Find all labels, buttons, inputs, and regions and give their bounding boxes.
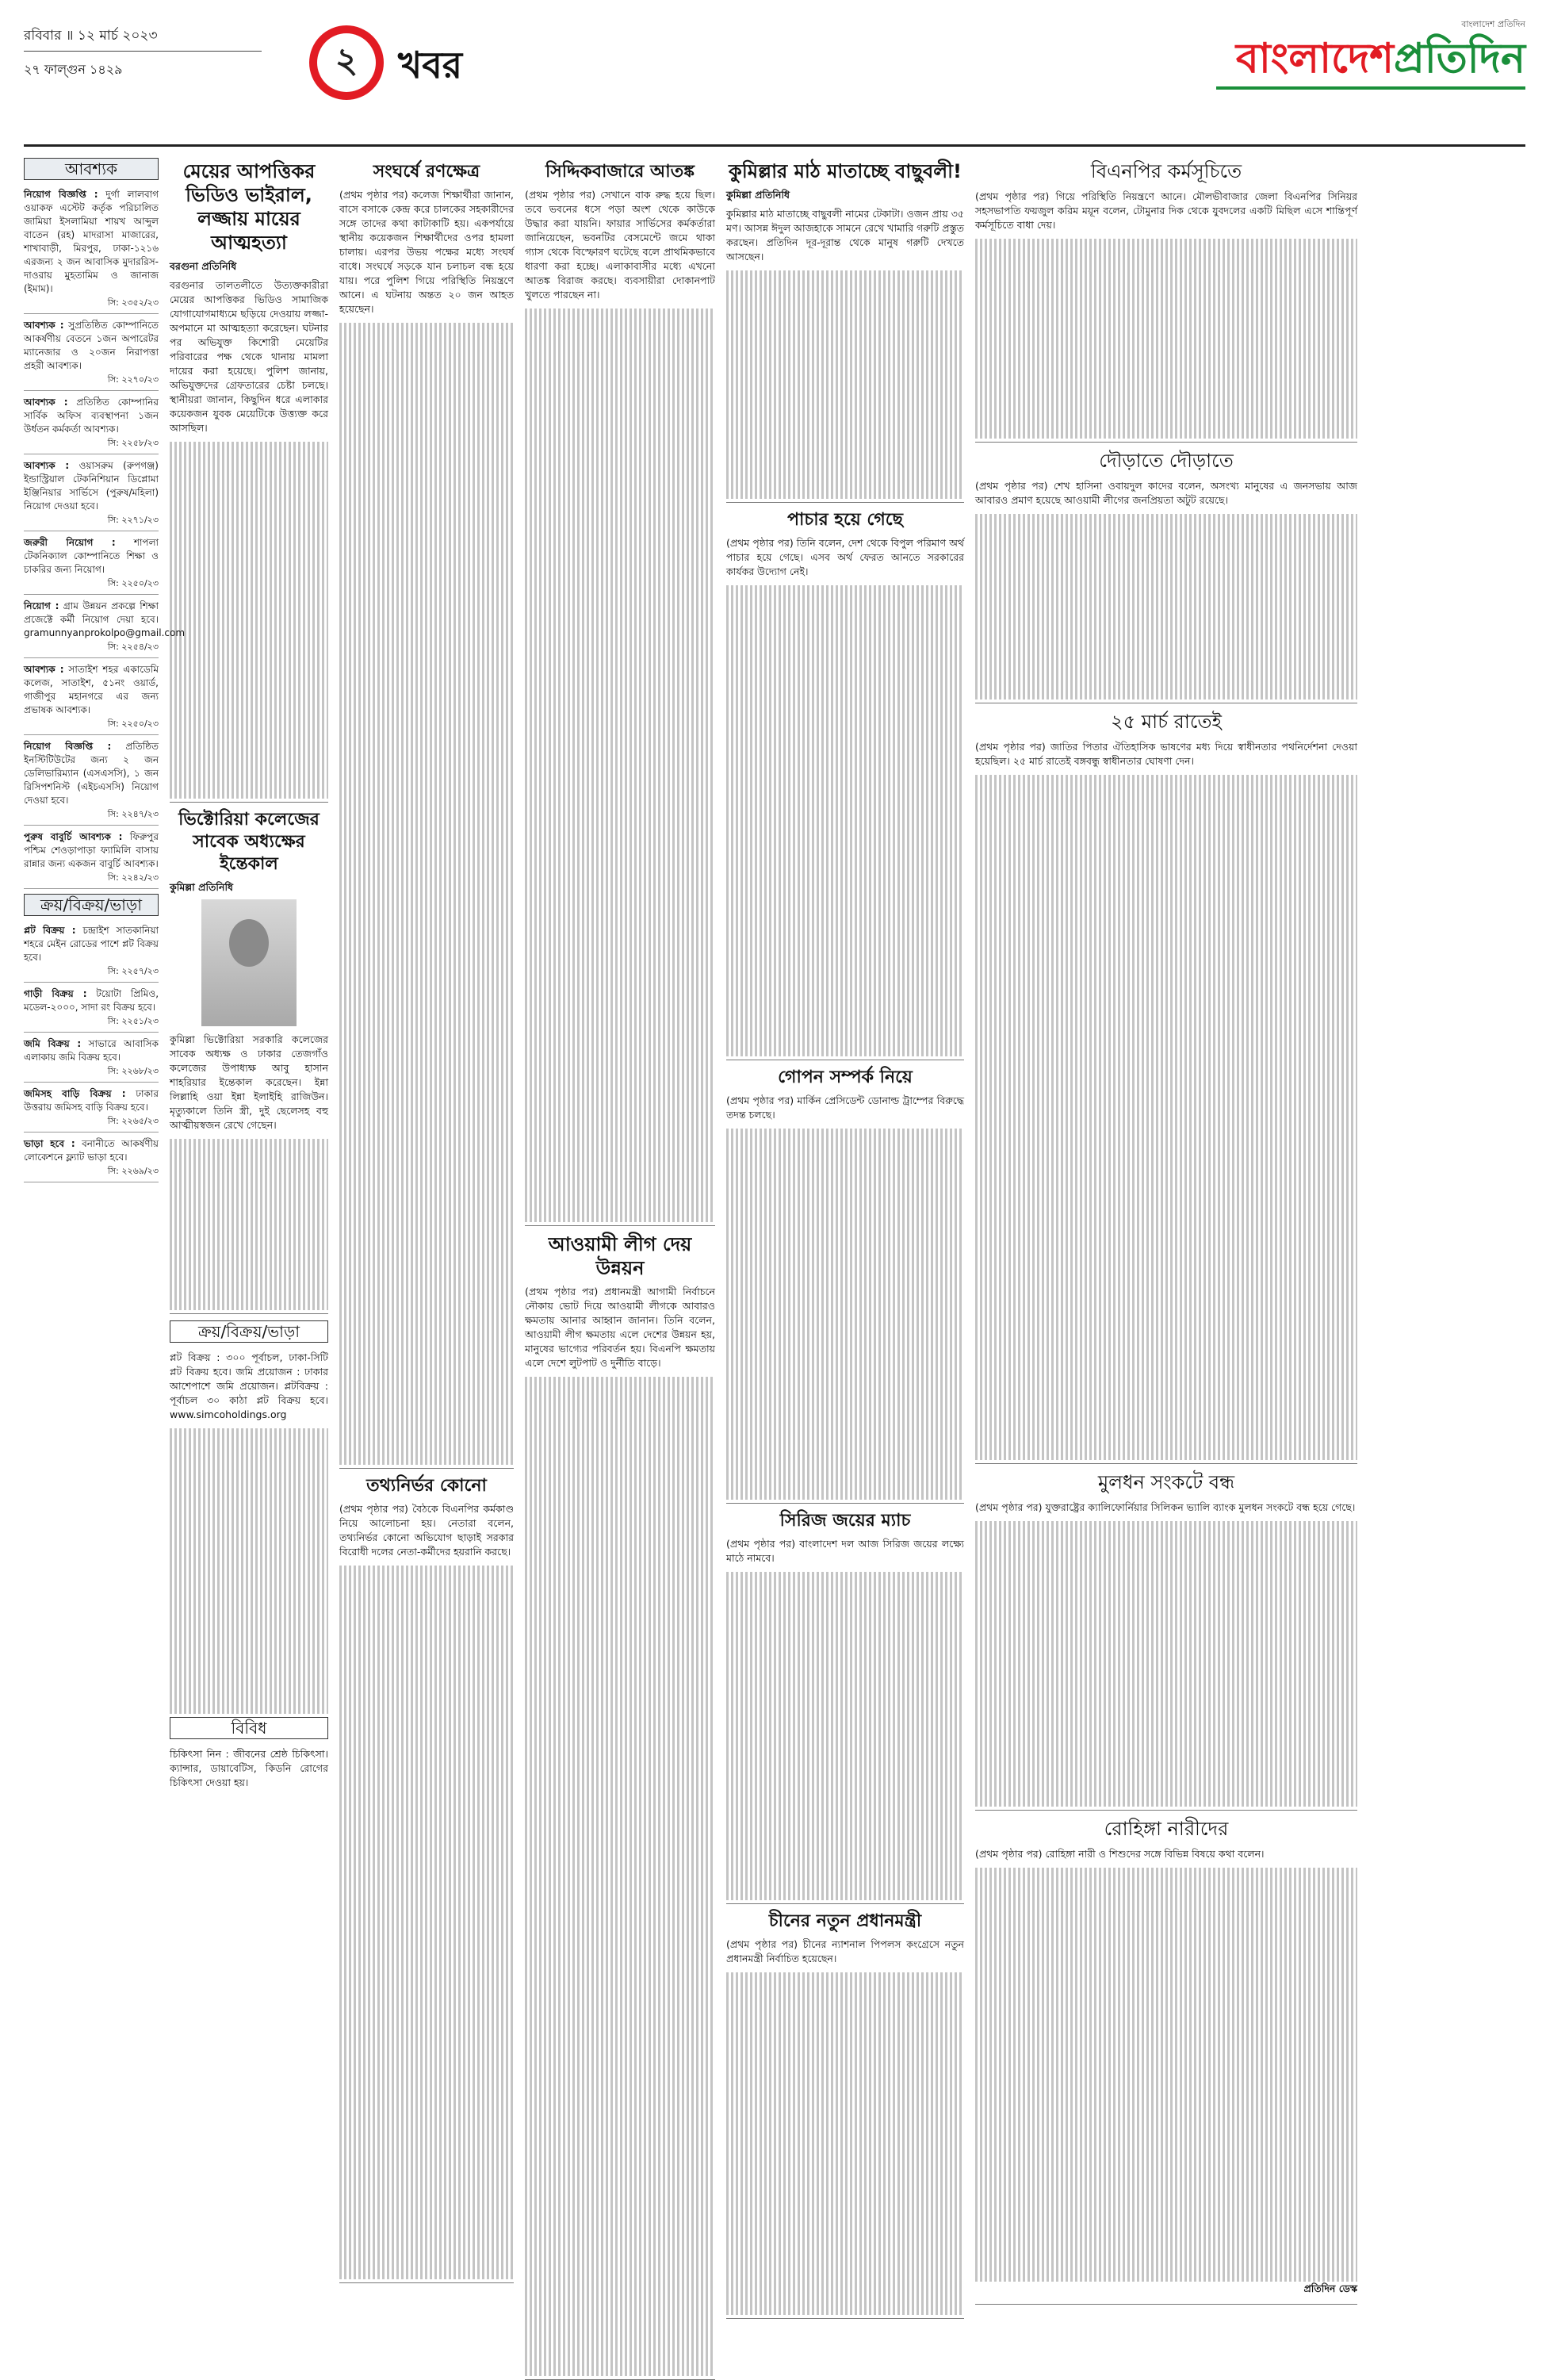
newspaper-logo bbox=[1216, 17, 1525, 90]
classified-ad bbox=[24, 830, 159, 889]
text-filler bbox=[726, 585, 964, 1056]
headline-3: গোপন সম্পর্ক নিয়ে bbox=[778, 1067, 913, 1087]
sale-ads-list bbox=[24, 924, 159, 1182]
sale-text: প্লট বিক্রয় : ৩০০ পূর্বাচল, ঢাকা-সিটি প্লট বিক্রয় হবে। জমি প্রয়োজন : ঢাকার আশেপাশে জমি প্রয়োজন। প্লটবিক্রয় : পূর্বাচল ৩০ কাঠা প্লট বিক্রয় হবে। www.simcoholdings.org bbox=[170, 1351, 328, 1420]
story-series-win bbox=[726, 1510, 964, 1904]
ad-text: দুর্গা লালবাগ ওয়াকফ এস্টেট কর্তৃক পরিচালিত জামিয়া ইসলামিয়া শায়খ আব্দুল বাতেন (রহ) মাদরাসা মাজারের, শাখাবাড়ী, মিরপুর, ঢাকা-১২১৬ এরজন্য ২ জন আবাসিক মুদাররিস-দাওরায় মুহতামিম ও জানাজ (ইমাম)। bbox=[24, 189, 159, 294]
headline: মেয়ের আপত্তিকর ভিডিও ভাইরাল, লজ্জায় মায়ের আত্মহত্যা bbox=[182, 160, 316, 254]
story-body-2: (প্রথম পৃষ্ঠার পর) প্রধানমন্ত্রী আগামী নির্বাচনে নৌকায় ভোট দিয়ে আওয়ামী লীগকে আবারও ক্ষমতায় আনার আহ্বান জানান। তিনি বলেন, আওয়ামী লীগ ক্ষমতায় এলে দেশের উন্নয়ন হয়, মানুষের ভাগ্যের পরিবর্তন হয়। বিএনপি ক্ষমতায় এলে দেশে লুটপাট ও দুর্নীতি বাড়ে। bbox=[525, 1286, 715, 1369]
text-filler bbox=[170, 442, 328, 799]
ad-title: নিয়োগ বিজ্ঞপ্তি : bbox=[24, 741, 112, 752]
classified-ad bbox=[24, 1037, 159, 1083]
column-5 bbox=[726, 155, 964, 2328]
classified-ad bbox=[24, 987, 159, 1033]
text-filler bbox=[726, 1572, 964, 1900]
headline-2: ভিক্টোরিয়া কলেজের সাবেক অধ্যক্ষের ইন্তেকাল bbox=[178, 810, 320, 874]
date-bengali: ২৭ ফাল্গুন ১৪২৯ bbox=[24, 62, 123, 77]
logo-rule bbox=[1216, 86, 1525, 90]
logo-part-1: বাংলাদেশ bbox=[1235, 35, 1395, 82]
story-siddikbazar bbox=[525, 161, 715, 1226]
ad-text: বনানীতে আকর্ষণীয় লোকেশনে ফ্ল্যাট ভাড়া হবে। bbox=[24, 1138, 159, 1163]
text-filler bbox=[339, 1566, 514, 2279]
ad-title: পুরুষ বাবুর্চি আবশ্যক : bbox=[24, 831, 123, 842]
ad-text: ঢাকার উত্তরায় জমিসহ বাড়ি বিক্রয় হবে। bbox=[24, 1088, 159, 1113]
ad-title: নিয়োগ : bbox=[24, 600, 59, 611]
story-video-viral bbox=[170, 159, 328, 803]
ad-reference: সি: ২২৪৭/২৩ bbox=[107, 809, 159, 819]
story-body: (প্রথম পৃষ্ঠার পর) গিয়ে পরিস্থিতি নিয়ন্ত্রণে আনে। মৌলভীবাজার জেলা বিএনপির সিনিয়র সহসভাপতি ফয়জুল করিম ময়ূন বলেন, টোমুনার দিক থেকে যুবদলের একটি মিছিল এসে শান্তিপূর্ণ কর্মসূচিতে বাধা দেয়। bbox=[975, 190, 1357, 231]
column-2 bbox=[170, 155, 328, 2328]
date-box bbox=[24, 22, 262, 84]
text-filler bbox=[975, 514, 1357, 699]
ad-text: গ্রাম উন্নয়ন প্রকল্পে শিক্ষা প্রজেক্টে কর্মী নিয়োগ দেয়া হবে। gramunnyanprokolpo@gmail.com bbox=[24, 600, 186, 638]
sale-heading: ক্রয়/বিক্রয়/ভাড়া bbox=[24, 894, 159, 916]
story-body-4: (প্রথম পৃষ্ঠার পর) যুক্তরাষ্ট্রের ক্যালিফোর্নিয়ার সিলিকন ভ্যালি ব্যাংক মুলধন সংকটে বন্ধ হয়ে গেছে। bbox=[975, 1501, 1356, 1513]
story-bnp bbox=[975, 159, 1357, 443]
classified-ad bbox=[24, 319, 159, 391]
story-body-2: (প্রথম পৃষ্ঠার পর) বৈঠকে বিএনপির কর্মকাণ্ড নিয়ে আলোচনা হয়। নেতারা বলেন, তথ্যনির্ভর কোনো অভিযোগ ছাড়াই সরকার বিরোধী দলের নেতা-কর্মীদের হয়রানি করছে। bbox=[339, 1503, 514, 1558]
ad-text: সুপ্রতিষ্ঠিত কোম্পানিতে আকর্ষণীয় বেতনে ১জন অপারেটর ম্যানেজার ও ২০জন নিরাপত্তা প্রহরী আবশ্যক। bbox=[24, 320, 159, 371]
logo-part-2: প্রতিদিন bbox=[1394, 35, 1525, 82]
story-awami-league bbox=[525, 1232, 715, 2380]
text-filler bbox=[525, 309, 715, 1222]
portrait-photo bbox=[201, 899, 297, 1026]
text-filler bbox=[726, 1129, 964, 1500]
ad-text: প্রতিষ্ঠিত ইনস্টিটিউটের জন্য ২ জন ডেলিভারিম্যান (এসএসসি), ১ জন রিসিপশনিস্ট (এইচএসসি) নিয়োগ দেওয়া হবে। bbox=[24, 741, 159, 806]
story-kumilla bbox=[726, 159, 964, 503]
ad-title: জমিসহ বাড়ি বিক্রয় : bbox=[24, 1088, 126, 1099]
column-3 bbox=[339, 155, 514, 2328]
headline-3: ২৫ মার্চ রাতেই bbox=[1111, 711, 1222, 733]
headline-4: সিরিজ জয়ের ম্যাচ bbox=[779, 1511, 911, 1531]
ad-title: আবশ্যক : bbox=[24, 460, 70, 471]
story-body-5: (প্রথম পৃষ্ঠার পর) চীনের ন্যাশনাল পিপলস কংগ্রেসে নতুন প্রধানমন্ত্রী নির্বাচিত হয়েছেন। bbox=[726, 1938, 964, 1964]
headline: কুমিল্লার মাঠ মাতাচ্ছে বাছুবলী! bbox=[729, 160, 962, 182]
ad-title: আবশ্যক : bbox=[24, 397, 68, 408]
story-running bbox=[975, 449, 1357, 703]
ad-title: আবশ্যক : bbox=[24, 664, 64, 675]
page-number-badge bbox=[309, 25, 384, 100]
text-filler bbox=[726, 1972, 964, 2315]
classified-ads-list bbox=[24, 188, 186, 889]
ad-title: জরুরী নিয়োগ : bbox=[24, 537, 116, 548]
ad-reference: সি: ২২৫১/২৩ bbox=[107, 1016, 159, 1026]
ad-reference: সি: ২২৫৮/২৩ bbox=[107, 438, 159, 448]
story-body: (প্রথম পৃষ্ঠার পর) সেখানে বাক রুদ্ধ হয়ে ছিল। তবে ভবনের ধসে পড়া অংশ থেকে কাউকে উদ্ধার করা যায়নি। ফায়ার সার্ভিসের কর্মকর্তারা জানিয়েছেন, ভবনটির বেসমেন্টে জমে থাকা গ্যাস থেকে বিস্ফোরণ ঘটেছে বলে প্রাথমিকভাবে ধারণা করা হচ্ছে। এলাকাবাসীর মধ্যে এখনো আতঙ্ক বিরাজ করছে। ব্যবসায়ীরা দোকানপাট খুলতে পারছেন না। bbox=[525, 189, 715, 301]
classified-ad bbox=[24, 1087, 159, 1133]
classified-ad bbox=[24, 536, 159, 595]
ad-reference: সি: ২৩৫২/২৩ bbox=[107, 297, 159, 308]
ad-text: চন্দ্রাইশ সাতকানিয়া শহরে মেইন রোডের পাশে প্লট বিক্রয় হবে। bbox=[24, 925, 159, 963]
ad-reference: সি: ২২৬৯/২৩ bbox=[107, 1166, 159, 1176]
ad-text: সাতাইশ শহর একাডেমি কলেজ, সাতাইশ, ৫১নং ওয়ার্ড, গাজীপুর মহানগরে এর জন্য প্রভাষক আবশ্যক। bbox=[24, 664, 159, 715]
text-filler bbox=[339, 323, 514, 1465]
ad-reference: সি: ২২৫০/২৩ bbox=[107, 719, 159, 729]
headline-5: চীনের নতুন প্রধানমন্ত্রী bbox=[768, 1911, 922, 1931]
story-clash bbox=[339, 161, 514, 1469]
misc-text: চিকিৎসা নিন : জীবনের শ্রেষ্ঠ চিকিৎসা। ক্যান্সার, ডায়াবেটিস, কিডনি রোগের চিকিৎসা দেওয়া হয়। bbox=[170, 1748, 328, 1788]
ad-reference: সি: ২২৬৮/২৩ bbox=[107, 1066, 159, 1076]
headline: সংঘর্ষে রণক্ষেত্র bbox=[373, 162, 480, 182]
story-body-3: (প্রথম পৃষ্ঠার পর) মার্কিন প্রেসিডেন্ট ডোনাল্ড ট্রাম্পের বিরুদ্ধে তদন্ত চলছে। bbox=[726, 1094, 964, 1121]
text-filler bbox=[726, 270, 964, 499]
ad-text: ফিরুপুর পশ্চিম শেওড়াপাড়া ফ্যামিলি বাসায় রান্নার জন্য একজন বাবুর্চি আবশ্যক। bbox=[24, 831, 159, 869]
headline-2: তথ্যনির্ভর কোনো bbox=[366, 1476, 487, 1496]
text-filler bbox=[975, 1521, 1357, 1807]
date-gregorian: রবিবার ॥ ১২ মার্চ ২০২৩ bbox=[24, 22, 262, 52]
text-filler bbox=[975, 1868, 1357, 2282]
ad-reference: সি: ২২৫৭/২৩ bbox=[107, 966, 159, 976]
ad-title: গাড়ী বিক্রয় : bbox=[24, 988, 87, 999]
text-filler bbox=[525, 1377, 715, 2376]
story-body-2: (প্রথম পৃষ্ঠার পর) শেখ হাসিনা ওবায়দুল কাদের বলেন, অসংখ্য মানুষের এ জনসভায় আজ আবারও প্রমাণ হয়েছে আওয়ামী লীগের জনপ্রিয়তা অটুট রয়েছে। bbox=[975, 480, 1357, 506]
classified-ad bbox=[24, 740, 159, 826]
classified-ad bbox=[24, 924, 159, 983]
headline: সিদ্দিকবাজারে আতঙ্ক bbox=[545, 162, 695, 182]
page-number: ২ bbox=[317, 33, 376, 92]
story-rohingya bbox=[975, 1817, 1357, 2305]
ad-title: জমি বিক্রয় : bbox=[24, 1038, 82, 1049]
classified-ad bbox=[24, 459, 159, 531]
sale-heading-2: ক্রয়/বিক্রয়/ভাড়া bbox=[170, 1320, 328, 1343]
logo-text bbox=[1216, 36, 1525, 82]
ad-reference: সি: ২২৪২/২৩ bbox=[107, 872, 159, 883]
byline-2: কুমিল্লা প্রতিনিধি bbox=[170, 881, 234, 893]
story-25-march bbox=[975, 710, 1357, 1464]
headline-5: রোহিঙ্গা নারীদের bbox=[1104, 1818, 1229, 1840]
story-money-laundering bbox=[726, 509, 964, 1060]
ad-text: সাভারে আবাসিক এলাকায় জমি বিক্রয় হবে। bbox=[24, 1038, 159, 1063]
story-body-5: (প্রথম পৃষ্ঠার পর) রোহিঙ্গা নারী ও শিশুদের সঙ্গে বিভিন্ন বিষয়ে কথা বলেন। bbox=[975, 1848, 1265, 1860]
classifieds-heading: আবশ্যক bbox=[24, 158, 159, 180]
classified-ad bbox=[24, 188, 159, 314]
ad-text: প্রতিষ্ঠিত কোম্পানির সার্বিক অফিস ব্যবস্থাপনা ১জন উর্ধতন কর্মকর্তা আবশ্যক। bbox=[24, 397, 159, 435]
story-body: (প্রথম পৃষ্ঠার পর) কলেজ শিক্ষার্থীরা জানান, বাসে বসাকে কেন্দ্র করে চালকের সহকারীদের সঙ্গে তাদের কথা কাটাকাটি হয়। একপর্যায়ে স্থানীয় কয়েকজন শিক্ষার্থীদের ওপর হামলা চালায়। এরপর উভয় পক্ষের মধ্যে সংঘর্ষ বাধে। সংঘর্ষে সড়কে যান চলাচল বন্ধ হয়ে যায়। পরে পুলিশ গিয়ে পরিস্থিতি নিয়ন্ত্রণে আনে। এ ঘটনায় অন্তত ২০ জন আহত হয়েছেন। bbox=[339, 189, 514, 315]
story-bank-collapse bbox=[975, 1470, 1357, 1811]
ad-title: আবশ্যক : bbox=[24, 320, 64, 331]
ad-text: শাপলা টেকনিক্যাল কোম্পানিতে শিক্ষা ও চাকরির জন্য নিয়োগ। bbox=[24, 537, 159, 575]
classified-ad bbox=[24, 600, 186, 658]
story-body-2: কুমিল্লা ভিক্টোরিয়া সরকারি কলেজের সাবেক অধ্যক্ষ ও ঢাকার তেজগাঁও কলেজের উপাধ্যক্ষ আবু হাসান শাহরিয়ার ইন্তেকাল করেছেন। ইন্না লিল্লাহি ওয়া ইন্না ইলাইহি রাজিউন। মৃত্যুকালে তিনি স্ত্রী, দুই ছেলেসহ বহু আত্মীয়স্বজন রেখে গেছেন। bbox=[170, 1033, 328, 1131]
story-body: বরগুনার তালতলীতে উত্যক্তকারীরা মেয়ের আপত্তিকর ভিডিও সামাজিক যোগাযোগমাধ্যমে ছড়িয়ে দেওয়ায় লজ্জা-অপমানে মা আত্মহত্যা করেছেন। ঘটনার পর অভিযুক্ত কিশোরী মেয়েটির পরিবারের পক্ষ থেকে থানায় মামলা দায়ের করা হয়েছে। পুলিশ জানায়, অভিযুক্তদের গ্রেফতারের চেষ্টা চলছে। স্থানীয়রা জানান, কিছুদিন ধরে এলাকার কয়েকজন যুবক মেয়েটিকে উত্ত্যক্ত করে আসছিল। bbox=[170, 279, 328, 434]
text-filler bbox=[975, 775, 1357, 1460]
masthead bbox=[24, 17, 1525, 147]
misc-heading: বিবিধ bbox=[170, 1717, 328, 1739]
story-body-4: (প্রথম পৃষ্ঠার পর) বাংলাদেশ দল আজ সিরিজ জয়ের লক্ষ্যে মাঠে নামবে। bbox=[726, 1538, 964, 1564]
story-body-2: (প্রথম পৃষ্ঠার পর) তিনি বলেন, দেশ থেকে বিপুল পরিমাণ অর্থ পাচার হয়ে গেছে। এসব অর্থ ফেরত আনতে সরকারের কার্যকর উদ্যোগ নেই। bbox=[726, 537, 964, 577]
ad-reference: সি: ২২৫০/২৩ bbox=[107, 578, 159, 588]
ad-title: নিয়োগ বিজ্ঞপ্তি : bbox=[24, 189, 98, 200]
headline-2: দৌড়াতে দৌড়াতে bbox=[1099, 450, 1234, 472]
story-china-pm bbox=[726, 1911, 964, 2319]
story-evidence bbox=[339, 1475, 514, 2283]
story-obituary bbox=[170, 809, 328, 1314]
story-body-3: (প্রথম পৃষ্ঠার পর) জাতির পিতার ঐতিহাসিক ভাষণের মধ্য দিয়ে স্বাধীনতার পথনির্দেশনা দেওয়া হয়েছিল। ২৫ মার্চ রাতেই বঙ্গবন্ধু স্বাধীনতার ঘোষণা দেন। bbox=[975, 741, 1357, 767]
ad-reference: সি: ২২৬৫/২৩ bbox=[107, 1116, 159, 1126]
ad-text: টয়োটা প্রিমিও, মডেল-২০০০, সাদা রং বিক্রয় হবে। bbox=[24, 988, 159, 1013]
classified-ad bbox=[24, 396, 159, 454]
ad-text: ওয়াসরুম (রুপগঞ্জ) ইন্ডাস্ট্রিয়াল টেকনিশিয়ান ডিপ্লোমা ইঞ্জিনিয়ার সার্ভিসে (পুরুষ/মহিলা) নিয়োগ দেওয়া হবে। bbox=[24, 460, 159, 512]
ad-title: ভাড়া হবে : bbox=[24, 1138, 75, 1149]
text-filler bbox=[170, 1428, 328, 1714]
text-filler bbox=[170, 1139, 328, 1310]
classified-ad bbox=[24, 663, 159, 735]
classified-ad bbox=[24, 1137, 159, 1182]
desk-credit: প্রতিদিন ডেস্ক bbox=[1303, 2282, 1357, 2294]
headline-2: পাচার হয়ে গেছে bbox=[787, 510, 903, 530]
ad-reference: সি: ২২৭০/২৩ bbox=[107, 374, 159, 385]
text-filler bbox=[975, 239, 1357, 439]
ad-reference: সি: ২২৫৪/২৩ bbox=[107, 642, 159, 652]
headline: বিএনপির কর্মসূচিতে bbox=[1090, 160, 1242, 182]
byline: কুমিল্লা প্রতিনিধি bbox=[726, 189, 790, 201]
ad-reference: সি: ২২৭১/২৩ bbox=[107, 515, 159, 525]
story-body: কুমিল্লার মাঠ মাতাচ্ছে বাছুবলী নামের টেকাটা। ওজন প্রায় ৩৫ মণ। আসন্ন ঈদুল আজহাকে সামনে রেখে খামারি গরুটি প্রস্তুত করছেন। প্রতিদিন দূর-দূরান্ত থেকে মানুষ গরুটি দেখতে আসছেন। bbox=[726, 208, 964, 263]
ad-title: প্লট বিক্রয় : bbox=[24, 925, 76, 936]
column-right bbox=[975, 155, 1357, 2328]
columns bbox=[24, 155, 1525, 2328]
classifieds-column bbox=[24, 155, 186, 2328]
section-title: খবর bbox=[398, 44, 463, 86]
column-4 bbox=[525, 155, 715, 2328]
story-secret-relation bbox=[726, 1067, 964, 1504]
byline: বরগুনা প্রতিনিধি bbox=[170, 260, 237, 272]
headline-2: আওয়ামী লীগ দেয় উন্নয়ন bbox=[548, 1233, 692, 1279]
logo-tagline: বাংলাদেশ প্রতিদিন bbox=[1461, 19, 1525, 29]
headline-4: মুলধন সংকটে বন্ধ bbox=[1097, 1471, 1235, 1493]
